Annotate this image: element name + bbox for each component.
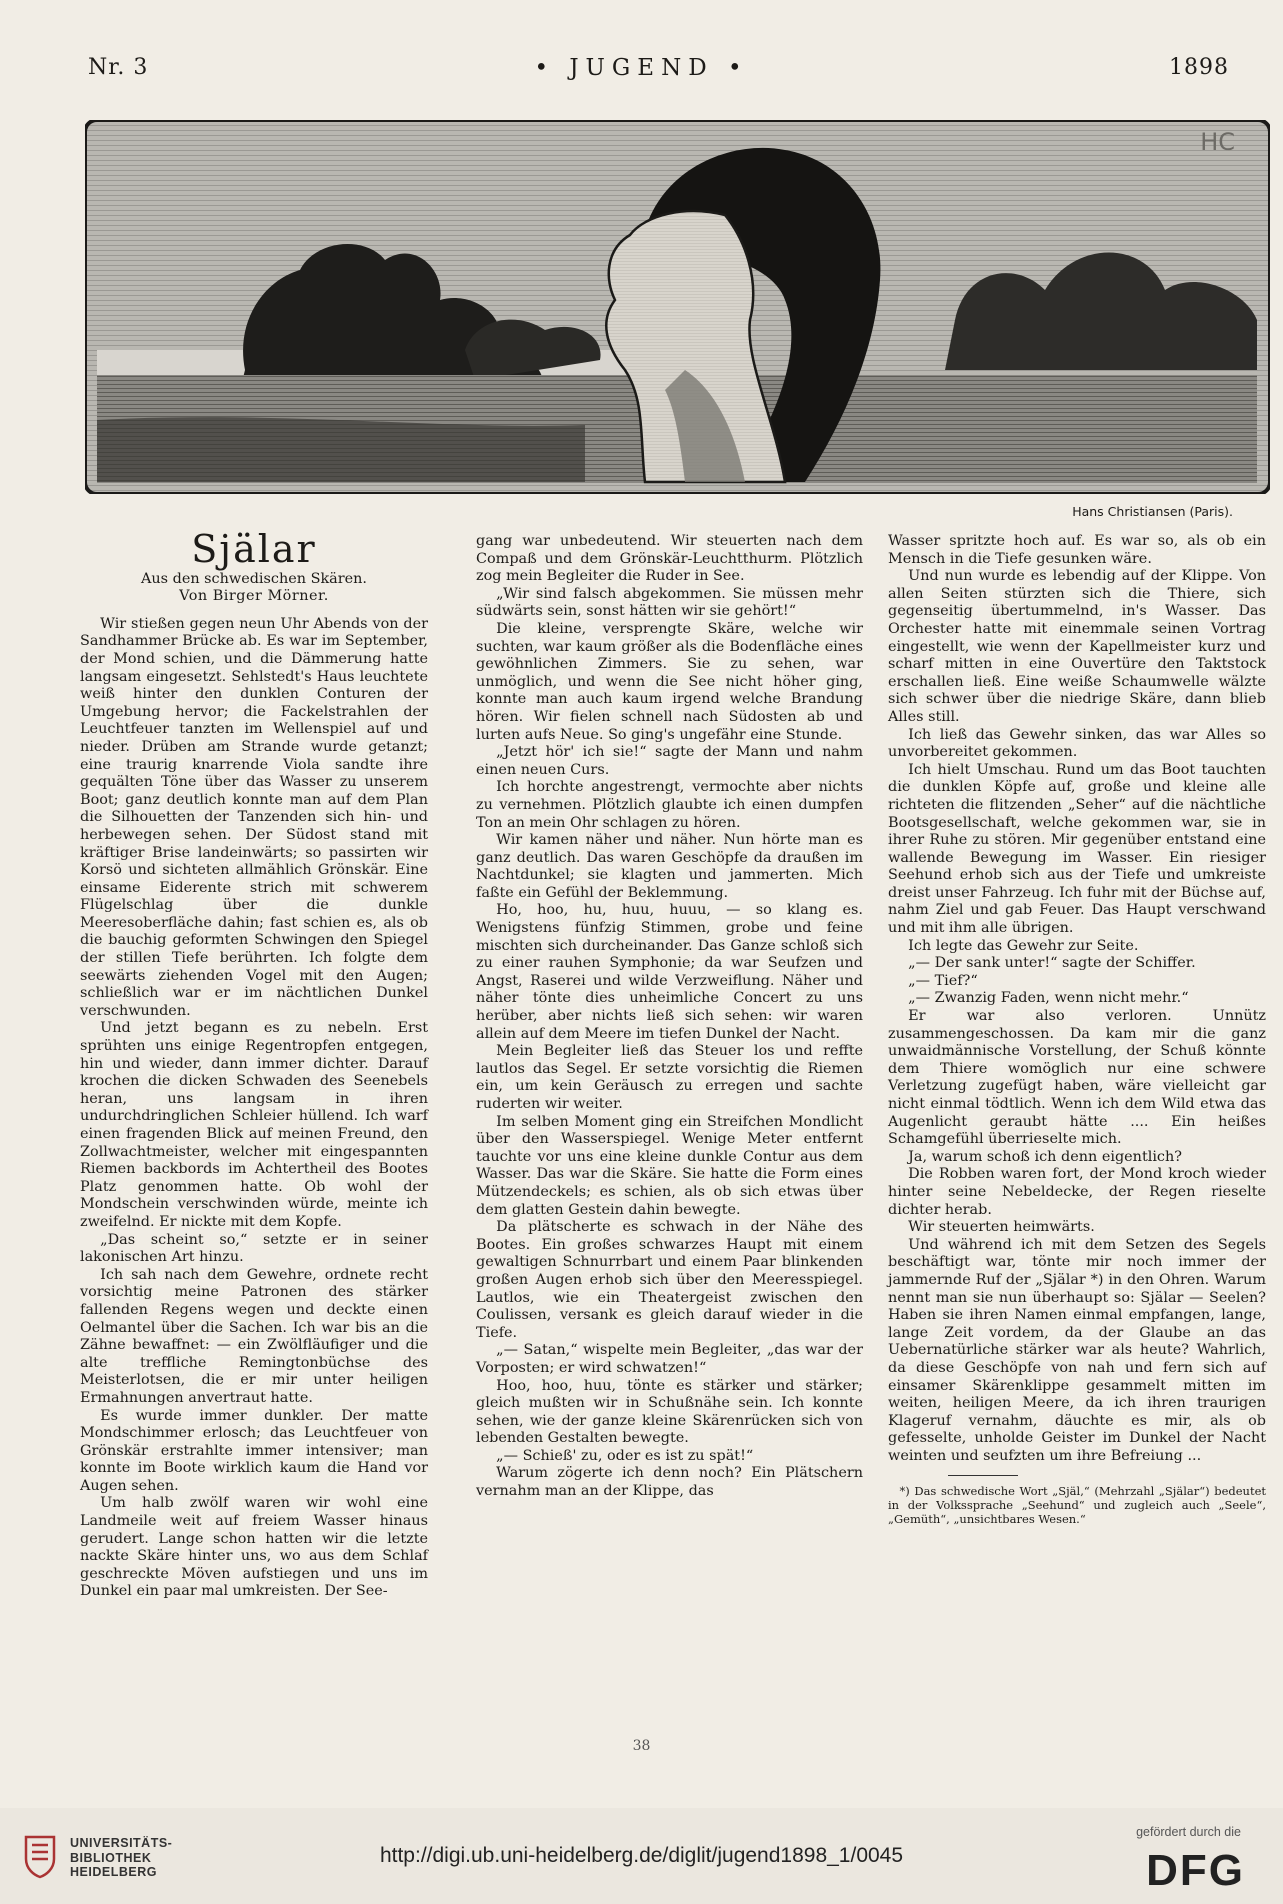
paragraph: Die kleine, versprengte Skäre, welche wir suchten, war kaum größer als die Bodenfläche eines gewöhnlichen Zimmers. Sie zu sehen, war unmöglich, und wenn die See nicht höher ging, konnte man auch kaum irgend welche Brandung hören. Wir fielen schnell nach Südosten ab und lurten aufs Neue. So ging's ungefähr eine Stunde.: [476, 620, 863, 743]
article-subtitle: Aus den schwedischen Skären.: [140, 570, 368, 587]
paragraph: Es wurde immer dunkler. Der matte Mondschimmer erlosch; das Leuchtfeuer von Grönskär erstrahlte immer intensiver; man konnte im Boote wirklich kaum die Hand vor Augen sehen.: [80, 1407, 428, 1494]
article-title: Själar: [191, 527, 317, 571]
paragraph: Wasser spritzte hoch auf. Es war so, als ob ein Mensch in die Tiefe gesunken wäre.: [888, 533, 1266, 567]
illustration-credit: Hans Christiansen (Paris).: [1072, 504, 1233, 519]
issue-number: Nr. 3: [88, 55, 149, 80]
paragraph: „— Zwanzig Faden, wenn nicht mehr.“: [908, 990, 1189, 1007]
paragraph: Um halb zwölf waren wir wohl eine Landmeile weit auf freiem Wasser hinaus gerudert. Lange schon hatten wir die letzte nackte Skäre hinter uns, wo aus dem Schlaf geschreckte Möven aufstiegen und uns im Dunkel ein paar mal umkreisten. Der See-: [80, 1495, 428, 1600]
permalink-url[interactable]: http://digi.ub.uni-heidelberg.de/diglit/jugend1898_1/0045: [379, 1844, 904, 1867]
paragraph: Ich legte das Gewehr zur Seite.: [908, 937, 1139, 954]
page-number: 38: [632, 1738, 651, 1754]
paragraph: Ich ließ das Gewehr sinken, das war Alles so unvorbereitet gekommen.: [888, 726, 1266, 761]
paragraph: „— Tief?“: [908, 972, 978, 989]
paragraph: „Wir sind falsch abgekommen. Sie müssen mehr südwärts sein, sonst hätten wir sie gehört!“: [476, 585, 863, 620]
year: 1898: [1169, 55, 1229, 80]
footnote: *) Das schwedische Wort „Själ,“ (Mehrzahl „Själar“) bedeutet in der Volkssprache „Seehund“ und zugleich auch „Seele“, „Gemüth“, „unsichtbares Wesen.“: [888, 1484, 1266, 1527]
digitization-footer: [0, 1808, 1283, 1904]
article-column-1: [80, 527, 428, 1601]
dfg-logo: DFG: [1146, 1846, 1245, 1895]
article-column-2: [476, 533, 863, 1501]
paragraph: Er war also verloren. Unnütz zusammengeschossen. Da kam mir die ganz unwaidmännische Vorstellung, der Schuß könnte dem Thiere womöglich nur eine schwere Verletzung zugefügt haben, wäre vielleicht gar nicht einmal tödtlich. Wenn ich dem Wild etwa das Augenlicht geraubt hätte .... Ein heißes Schamgefühl überrieselte mich.: [888, 1008, 1266, 1148]
paragraph: Wir kamen näher und näher. Nun hörte man es ganz deutlich. Das waren Geschöpfe da draußen im Nachtdunkel; sie klagten und jammerten. Mich faßte ein Gefühl der Beklemmung.: [476, 832, 863, 901]
foreground-dark: [97, 417, 585, 482]
paragraph: Und nun wurde es lebendig auf der Klippe. Von allen Seiten stürzten sich die Thiere, sich gegenseitig übertummelnd, in's Wasser. Das Orchester hatte mit einemmale seinen Vortrag eingestellt, wie wenn der Kapellmeister kurz und scharf mitten in eine Ouvertüre den Taktstock erschallen ließ. Eine weiße Schaumwelle wälzte sich schwer über die niedrige Skäre, dann blieb Alles still.: [888, 568, 1266, 725]
paragraph: „— Satan,“ wispelte mein Begleiter, „das war der Vorposten; er wird schwatzen!“: [476, 1342, 863, 1376]
paragraph: „Das scheint so,“ setzte er in seiner lakonischen Art hinzu.: [80, 1231, 428, 1266]
article-author: Von Birger Mörner.: [179, 588, 329, 605]
paragraph: Ich hielt Umschau. Rund um das Boot tauchten die dunklen Köpfe auf, große und kleine alle richteten die flitzenden „Seher“ auf die nächtliche Bootsgesellschaft, welche gekommen war, sie in ihrer Ruhe zu stören. Mir gegenüber entstand eine wallende Bewegung im Wasser. Ein riesiger Seehund erhob sich aus der Tiefe und umkreiste dreist unser Fahrzeug. Ich fuhr mit der Büchse auf, nahm Ziel und gab Feuer. Das Haupt verschwand und mit ihm alle übrigen.: [888, 761, 1266, 937]
paragraph: Und jetzt begann es zu nebeln. Erst sprühten uns einige Regentropfen entgegen, hin und wieder, dann immer dichter. Darauf krochen die dicken Schwaden des Seenebels heran, uns langsam in ihren undurchdringlichen Schleier hüllend. Ich warf einen fragenden Blick auf meinen Freund, den Zollwachtmeister, welcher mit eingespannten Riemen backbords im Achtertheil des Bootes Platz genommen hatte. Ob wohl der Mondschein verschwinden würde, meinte ich zweifelnd. Er nickte mit dem Kopfe.: [80, 1020, 428, 1230]
paragraph: Wir steuerten heimwärts.: [908, 1219, 1095, 1236]
paragraph: „— Der sank unter!“ sagte der Schiffer.: [908, 955, 1196, 972]
paragraph: Ich horchte angestrengt, vermochte aber nichts zu vernehmen. Plötzlich glaubte ich einen dumpfen Ton an mein Ohr schlagen zu hören.: [476, 779, 863, 831]
paragraph: Hoo, hoo, huu, tönte es stärker und stärker; gleich mußten wir in Schußnähe sein. Ich konnte sehen, wie der ganze kleine Skärenrücken sich von lebenden Gestalten bewegte.: [476, 1377, 863, 1447]
university-name-line: UNIVERSITÄTS-: [70, 1836, 173, 1850]
funding-label: gefördert durch die: [1136, 1825, 1241, 1839]
masthead: • JUGEND •: [534, 55, 749, 81]
paragraph: Ich sah nach dem Gewehre, ordnete recht vorsichtig meine Patronen des stärker fallenden Regens wegen und deckte einen Oelmantel über die Sachen. Ich war bis an die Zähne bewaffnet: — ein Zwölfläufiger und die alte treffliche Remingtonbüchse des Meisterlotsen, die er mir unter heiligen Ermahnungen anvertraut hatte.: [80, 1266, 428, 1406]
paragraph: Da plätscherte es schwach in der Nähe des Bootes. Ein großes schwarzes Haupt mit einem gewaltigen Schnurrbart und einem Paar blinkenden großen Augen erhob sich über den Meeresspiegel. Lautlos, wie ein Theatergeist zwischen den Coulissen, versank es gleich darauf wieder in die Tiefe.: [476, 1219, 863, 1341]
paragraph: „Jetzt hör' ich sie!“ sagte der Mann und nahm einen neuen Curs.: [476, 744, 863, 778]
paragraph: Ho, hoo, hu, huu, huuu, — so klang es. Wenigstens fünfzig Stimmen, grobe und feine mischten sich durcheinander. Das Ganze schloß sich zu einer rauhen Symphonie; da war Seufzen und Angst, Raserei und wilde Verzweiflung. Näher und näher tönte dies unheimliche Concert zu uns herüber, aber nichts ließ sich sehen: wir waren allein auf dem Meere im tiefen Dunkel der Nacht.: [476, 902, 863, 1042]
paragraph: „— Schieß' zu, oder es ist zu spät!“: [496, 1447, 754, 1464]
university-name-line: HEIDELBERG: [70, 1865, 157, 1879]
paragraph: Im selben Moment ging ein Streifchen Mondlicht über den Wasserspiegel. Wenige Meter entfernt tauchte vor uns eine kleine dunkle Contur aus dem Wasser. Das war die Skäre. Sie hatte die Form eines Mützendeckels; es schien, als ob sich etwas über dem glatten Gestein dahin bewegte.: [476, 1113, 863, 1218]
artist-monogram: HC: [1200, 128, 1235, 156]
university-name-line: BIBLIOTHEK: [70, 1850, 152, 1865]
article-column-3: [888, 533, 1266, 1526]
paragraph: Die Robben waren fort, der Mond kroch wieder hinter seine Nebeldecke, der Regen rieselte dichter herab.: [888, 1166, 1266, 1218]
paragraph: Wir stießen gegen neun Uhr Abends von der Sandhammer Brücke ab. Es war im September, der Mond schien, und die Dämmerung hatte langsam eingesetzt. Sehlstedt's Haus leuchtete weiß hinter den dunklen Conturen der Umgebung hervor; die Fackelstrahlen der Leuchtfeuer tanzten im Wellenspiel auf und nieder. Drüben am Strande wurde getanzt; eine traurig knarrende Viola sandte ihre gequälten Töne über das Wasser zu unserem Boot; ganz deutlich konnte man auf dem Plan die Silhouetten der Tanzenden sich hin- und herbewegen sehen. Der Südost stand mit kräftiger Brise landeinwärts; so passirten wir Korsö und sichteten allmählich Grönskär. Eine einsame Eiderente strich mit schwerem Flügelschlag über die dunkle Meeresoberfläche dahin; fast schien es, als ob die bauchig geformten Schwingen den Spiegel der stillen Tiefe berührten. Ich folgte dem seewärts ziehenden Vogel mit den Augen; schließlich war er im nächtlichen Dunkel verschwunden.: [80, 615, 428, 1019]
paragraph: Mein Begleiter ließ das Steuer los und reffte lautlos das Segel. Er setzte vorsichtig die Riemen ein, um kein Geräusch zu erregen und sachte ruderten wir weiter.: [476, 1043, 863, 1112]
woodcut-illustration: [85, 120, 1270, 494]
paragraph: gang war unbedeutend. Wir steuerten nach dem Compaß und dem Grönskär-Leuchtthurm. Plötzlich zog mein Begleiter die Ruder in See.: [476, 533, 863, 585]
paragraph: Und während ich mit dem Setzen des Segels beschäftigt war, tönte mir noch immer der jammernde Ruf der „Själar *) in den Ohren. Warum nennt man sie nun überhaupt so: Själar — Seelen? Haben sie ihren Namen einmal empfangen, lange, lange Zeit vordem, da der Glaube an das Uebernatürliche stärker war als heute? Wahrlich, da diese Geschöpfe von nah und fern sich auf einsamer Skärenklippe gesammelt mitten im weiten, heiligen Meere, da ich ihren traurigen Klageruf vernahm, däuchte es mir, als ob gefesselte, unholde Geister im Dunkel der Nacht weinten und seufzten um ihre Befreiung ...: [888, 1236, 1266, 1464]
paragraph: Warum zögerte ich denn noch? Ein Plätschern vernahm man an der Klippe, das: [476, 1465, 863, 1500]
paragraph: Ja, warum schoß ich denn eigentlich?: [908, 1148, 1182, 1165]
footnote-rule: [948, 1475, 1018, 1476]
